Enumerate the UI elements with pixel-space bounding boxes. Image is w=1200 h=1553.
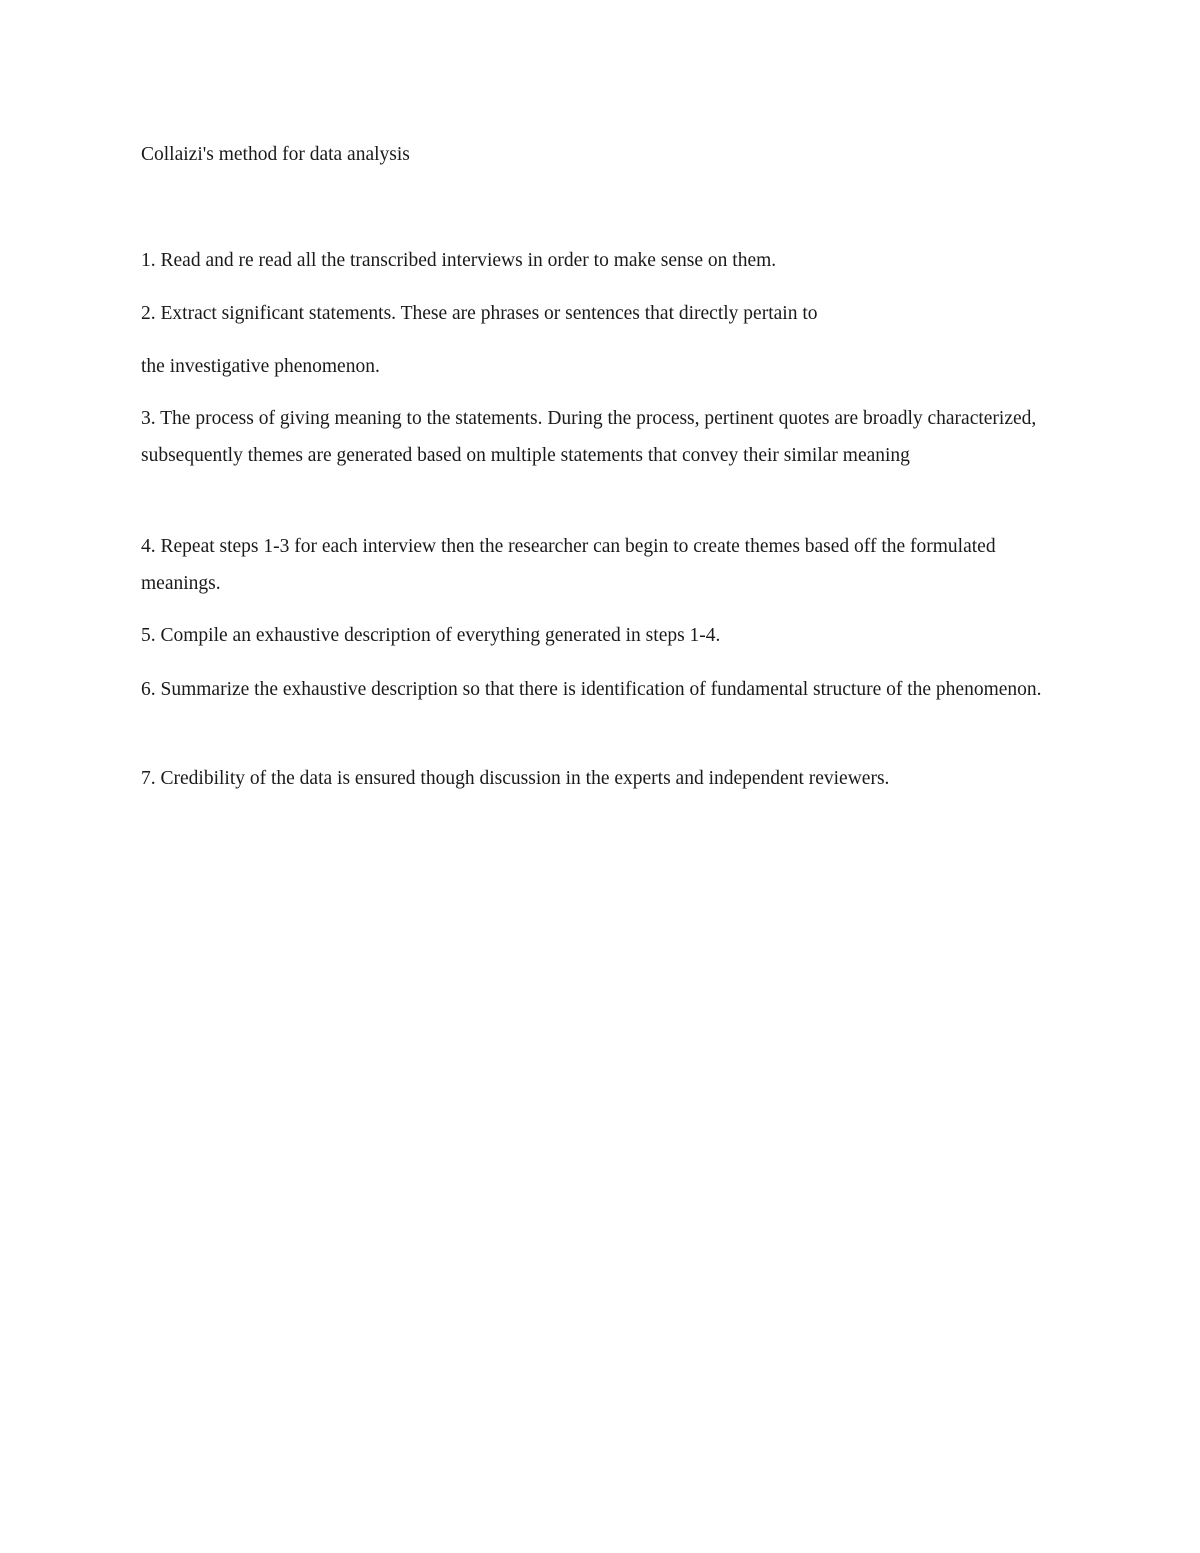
step-2: 2. Extract significant statements. These are phrases or sentences that directly pertain to (141, 303, 818, 324)
step-6: 6. Summarize the exhaustive description so that there is identification of fundamental structure of the phenomenon. (141, 679, 1042, 700)
document-title: Collaizi's method for data analysis (141, 144, 410, 165)
step-3: 3. The process of giving meaning to the statements. During the process, pertinent quotes are broadly characterized, subsequently themes are generated based on multiple statements that convey their similar meaning (141, 408, 1037, 466)
step-5: 5. Compile an exhaustive description of everything generated in steps 1-4. (141, 625, 721, 646)
step-2-continuation: the investigative phenomenon. (141, 356, 380, 377)
step-7: 7. Credibility of the data is ensured though discussion in the experts and independent reviewers. (141, 768, 890, 789)
step-1: 1. Read and re read all the transcribed interviews in order to make sense on them. (141, 250, 777, 271)
step-4: 4. Repeat steps 1-3 for each interview then the researcher can begin to create themes based off the formulated meanings. (141, 536, 996, 594)
